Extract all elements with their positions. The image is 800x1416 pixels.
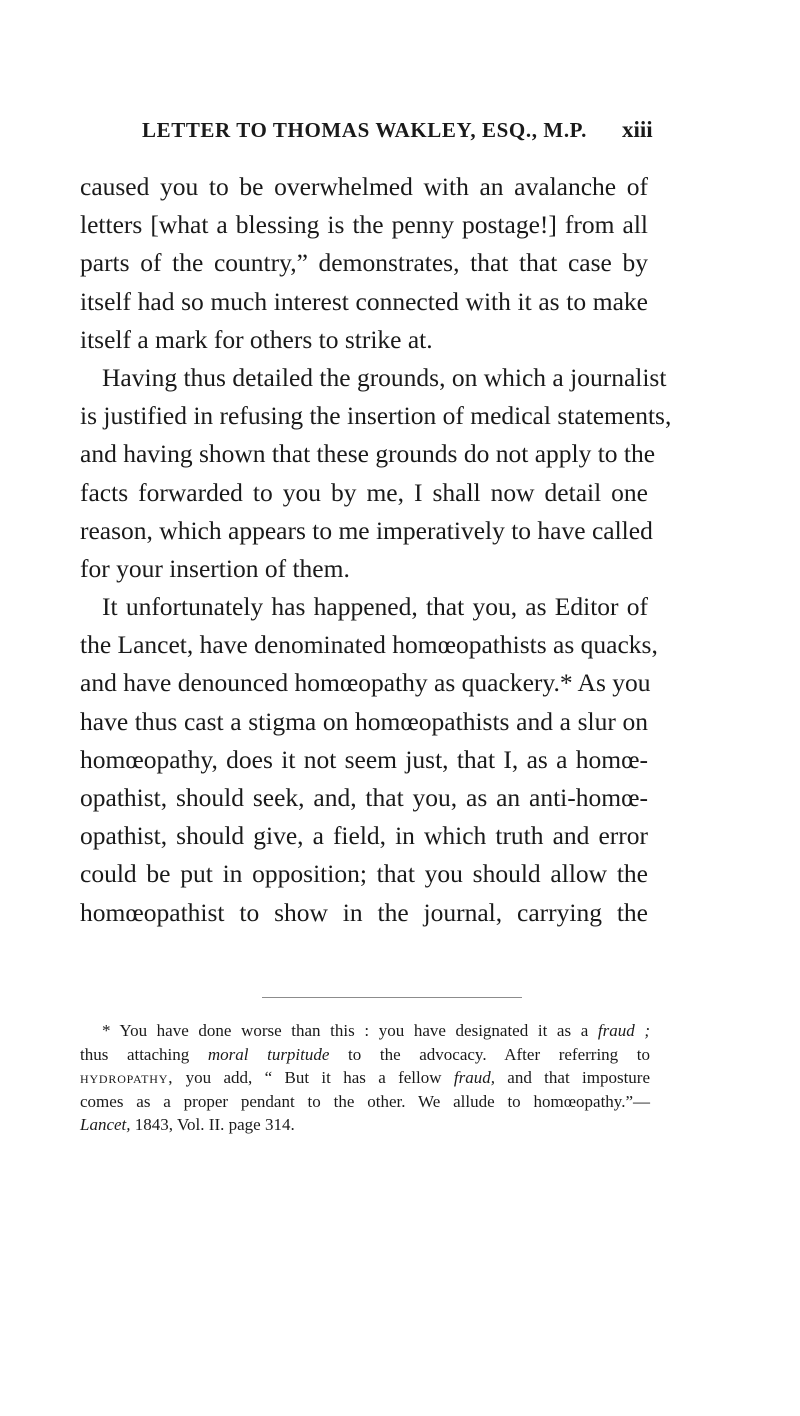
text-line: have thus cast a stigma on homœopathists and a slur on (80, 706, 648, 736)
footnote-text: comes as a proper pendant to the other. We allude to homœopathy.”— (80, 1091, 650, 1111)
footnote-text: 1843, Vol. II. page 314. (134, 1115, 295, 1135)
text-line: opathist, should give, a field, in which truth and error (80, 821, 648, 851)
footnote-text: you add, “ But it has a fellow (185, 1068, 442, 1088)
text-line: facts forwarded to you by me, I shall now detail one (80, 477, 648, 507)
footnote-line (80, 1043, 650, 1067)
footnote-text: * You have done worse than this : you have designated it as a (102, 1021, 589, 1040)
footnote-line (80, 1090, 650, 1114)
footnote-italic: moral turpitude (207, 1044, 330, 1064)
footnote-smallcaps: hydropathy, (80, 1068, 174, 1088)
text-line: itself had so much interest connected with it as to make (80, 286, 648, 316)
text-line: It unfortunately has happened, that you, as Editor of (102, 592, 648, 622)
text-line: and having shown that these grounds do not apply to the (80, 439, 656, 469)
text-line: letters [what a blessing is the penny postage!] from all (80, 210, 648, 240)
text-line: itself a mark for others to strike at. (80, 324, 433, 354)
footnote-italic: fraud ; (597, 1021, 650, 1040)
text-line: is justified in refusing the insertion of medical statements, (80, 401, 672, 431)
running-head (142, 118, 662, 143)
footnote-line (80, 1066, 650, 1090)
text-line: homœopathist to show in the journal, carrying the (80, 897, 648, 927)
running-title: LETTER TO THOMAS WAKLEY, ESQ., M.P. (142, 118, 588, 142)
text-line: reason, which appears to me imperatively to have called (80, 515, 653, 545)
footnote-italic: Lancet, (80, 1115, 131, 1135)
page-number: xiii (622, 117, 653, 142)
footnote-text: thus attaching (80, 1044, 190, 1064)
text-line: for your insertion of them. (80, 553, 350, 583)
text-line: the Lancet, have denominated homœopathists as quacks, (80, 630, 658, 660)
text-line: could be put in opposition; that you should allow the (80, 859, 648, 889)
footnote-line (80, 1019, 650, 1043)
text-line: opathist, should seek, and, that you, as an anti-homœ- (80, 783, 648, 812)
text-line: caused you to be overwhelmed with an avalanche of (80, 172, 648, 201)
body-text (80, 168, 672, 932)
footnote (80, 1019, 650, 1137)
footnote-divider (262, 997, 522, 998)
footnote-line (80, 1113, 650, 1137)
text-line: and have denounced homœopathy as quackery.* As you (80, 668, 651, 698)
footnote-italic: fraud, (453, 1068, 495, 1088)
text-line: Having thus detailed the grounds, on which a journalist (102, 362, 667, 392)
footnote-text: and that imposture (507, 1068, 651, 1088)
text-line: parts of the country,” demonstrates, that that case by (80, 248, 648, 278)
footnote-text: to the advocacy. After referring to (348, 1044, 651, 1064)
text-line: homœopathy, does it not seem just, that I, as a homœ- (80, 744, 648, 774)
